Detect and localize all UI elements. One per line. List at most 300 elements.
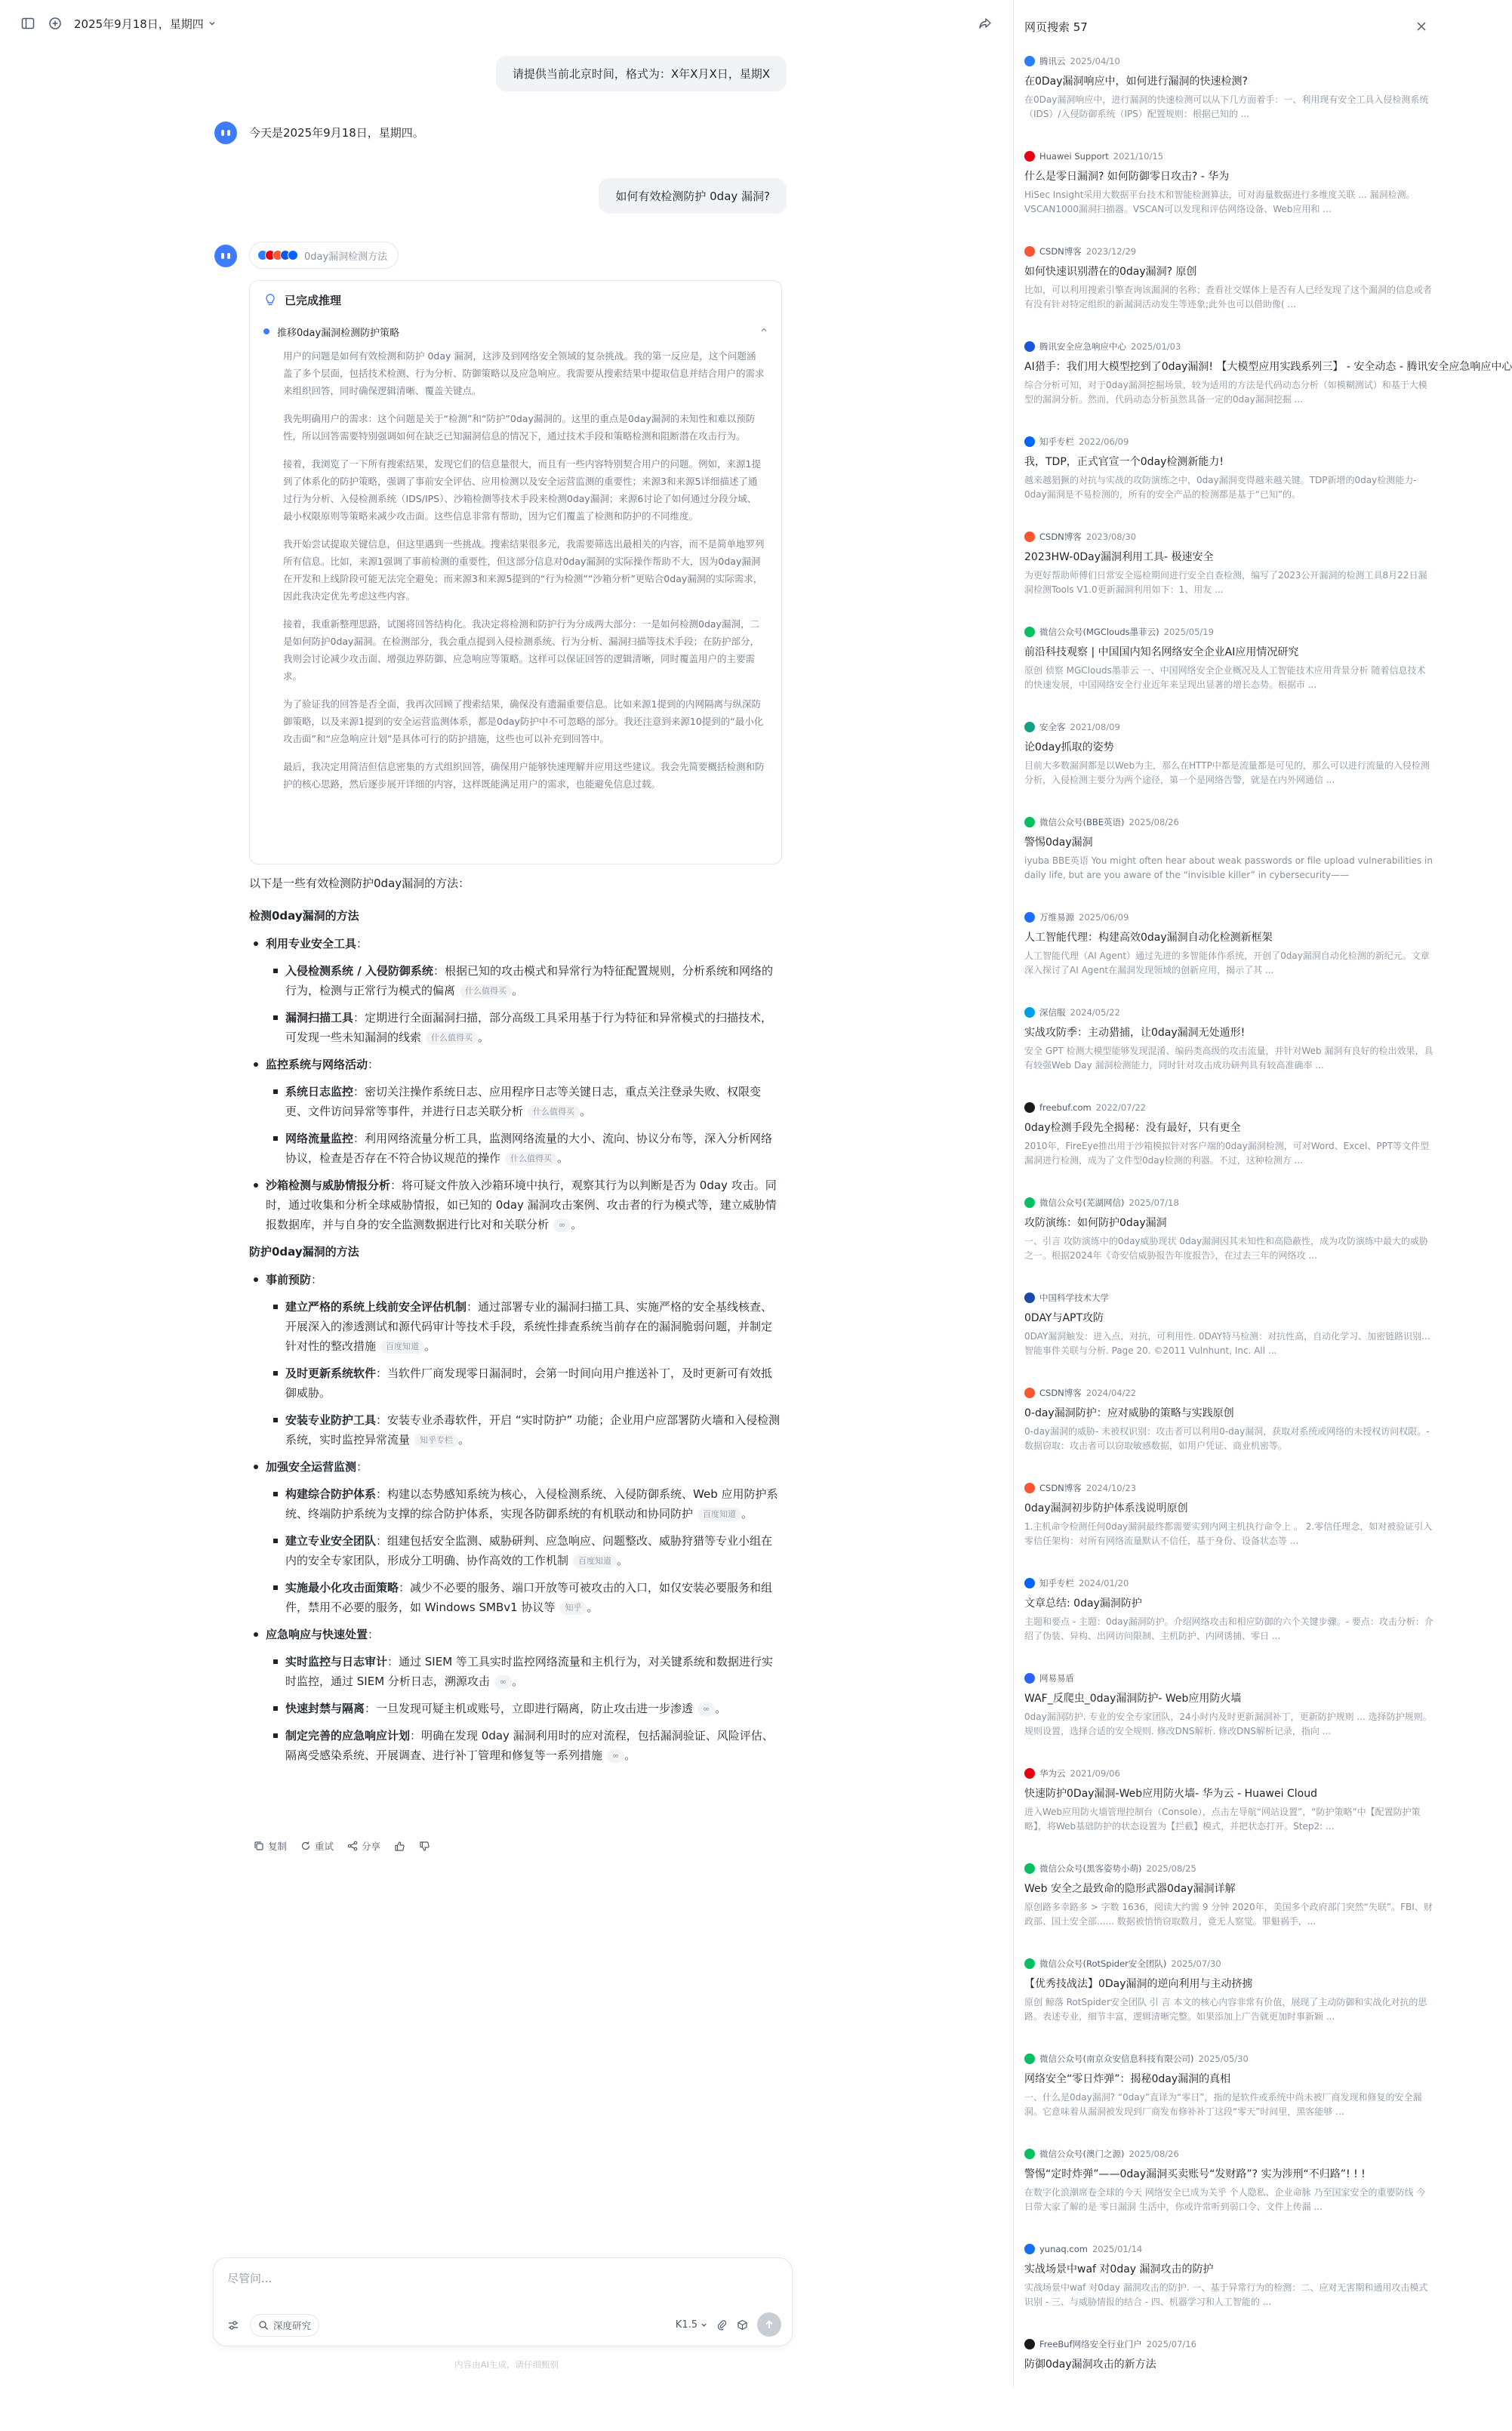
result-title[interactable]: 警惕“定时炸弹”——0day漏洞买卖账号“发财路”? 实为涉刑“不归路”! ! ! (1024, 2168, 1366, 2180)
result-snippet: 0-day漏洞的威胁- 未被权识别：攻击者可以利用0-day漏洞，获取对系统或网络的未授权访问权限。- 数据窃取：攻击者可以窃取敏感数据，如用户凭证、商业机密等。 (1024, 1426, 1430, 1451)
chevron-down-icon (701, 2322, 707, 2328)
result-snippet: 目前大多数漏洞都是以Web为主，那么在HTTP中都是流量都是可见的，那么可以进行流量的入侵检测分析，入侵检测主要分为两个途径，第一个是网络告警，就是在内外网通信 ... (1024, 760, 1430, 785)
result-source: CSDN博客 (1039, 1483, 1082, 1493)
result-title[interactable]: AI猎手：我们用大模型挖到了0day漏洞! 【大模型应用实践系列三】 - 安全动态 - 腾讯安全应急响应中心 (1024, 361, 1512, 373)
sub-list (266, 1297, 782, 1450)
arrow-up-icon (764, 2319, 774, 2330)
result-date: 2024/04/22 (1085, 1388, 1137, 1398)
input-right-tools (676, 2312, 781, 2337)
result-snippet: 为更好帮助师傅们日常安全巡检期间进行安全自查检测，编写了2023公开漏洞的检测工具8月22日漏洞检测Tools V1.0更新漏洞利用如下：1、用友 ... (1024, 570, 1427, 595)
result-meta (1024, 1480, 1434, 1496)
citation-badge[interactable]: 百度知道 (697, 1508, 741, 1521)
result-title[interactable]: 实战攻防季：主动猎捕，让0day漏洞无处遁形! (1024, 1027, 1246, 1039)
result-date: 2025/07/16 (1146, 2339, 1196, 2349)
result-snippet: 原创 侦察 MGClouds墨菲云 一、中国网络安全企业概况及人工智能技术应用背景分析 随着信息技术的快速发展，中国网络安全行业近年来呈现出显著的增长态势。根据市 ... (1024, 665, 1426, 690)
retry-label: 重试 (315, 1841, 334, 1852)
list-item: 实时监控与日志审计：通过 SIEM 等工具实时监控网络流量和主机行为，对关键系统和数据进行实时监控，通过 SIEM 分析日志，溯源攻击 ∞ 。 (266, 1652, 782, 1691)
result-meta (1024, 1004, 1434, 1021)
source-logo-icon (1024, 151, 1035, 162)
citation-badge[interactable]: ∞ (494, 1675, 512, 1689)
list-item: 入侵检测系统 / 入侵防御系统：根据已知的攻击模式和异常行为特征配置规则，分析系统和网络的行为，检测与正常行为模式的偏离 什么值得买 。 (266, 961, 782, 1000)
search-result[interactable] (1014, 433, 1449, 528)
reasoning-panel (249, 280, 782, 864)
result-title[interactable]: WAF_反爬虫_0day漏洞防护- Web应用防火墙 (1024, 1693, 1242, 1705)
source-logo-icon (1024, 1388, 1035, 1398)
ai-disclaimer: 内容由AI生成，请仔细甄别 (454, 2359, 559, 2370)
item-label: 网络流量监控 (285, 1132, 354, 1145)
result-meta (1024, 624, 1434, 640)
result-meta (1024, 433, 1434, 450)
chevron-down-icon (208, 20, 216, 27)
source-logo-icon (1024, 1768, 1035, 1779)
source-logo-icon (1024, 2339, 1035, 2349)
source-logo-icon (1024, 1863, 1035, 1874)
result-title[interactable]: 攻防演练：如何防护0day漏洞 (1024, 1217, 1167, 1229)
result-source: 微信公众号(BBE英语) (1039, 817, 1125, 827)
reasoning-paragraph: 用户的问题是如何有效检测和防护 0day 漏洞，这涉及到网络安全领域的复杂挑战。我的第一反应是，这个问题涵盖了多个层面，包括技术检测、行为分析、防御策略以及应急响应。我需要从搜索结果中提取信息并结合用户的需求来组织回答，同时确保逻辑清晰、覆盖关键点。 (283, 350, 765, 396)
list-item: 沙箱检测与威胁情报分析：将可疑文件放入沙箱环境中执行，观察其行为以判断是否为 0day 攻击。同时，通过收集和分析全球威胁情报，如已知的 0day 漏洞攻击案例、攻击者的行为模式等，建立威胁情报数据库，并与自身的安全监测数据进行比对和关联分析 ∞ 。 (249, 1175, 782, 1234)
copy-button[interactable] (254, 1839, 287, 1853)
search-result[interactable] (1014, 1955, 1449, 2050)
result-meta (1024, 1194, 1434, 1211)
result-date: 2023/12/29 (1085, 246, 1137, 257)
source-logo-icon (1024, 2054, 1035, 2064)
result-snippet: 0DAY漏洞触发：进入点，对抗，可利用性. 0DAY特马检测：对抗性高，自动化学习、加密链路识别...智能事件关联与分析. Page 20. ©2011 Vulnhunt, Inc. All ... (1024, 1331, 1430, 1356)
result-snippet: 比如，可以利用搜索引擎查询该漏洞的名称；查看社交媒体上是否有人已经发现了这个漏洞的信息或者有没有针对特定组织的新漏洞活动发生等迹象;此外也可以借助像( ... (1024, 285, 1433, 310)
item-text: ：减少不必要的服务、端口开放等可被攻击的入口，如仅安装必要服务和组件，禁用不必要的服务，如 Windows SMBv1 协议等 (285, 1581, 773, 1614)
result-title[interactable]: 论0day抓取的姿势 (1024, 741, 1114, 753)
result-meta (1024, 2146, 1434, 2162)
result-snippet: 0day漏洞防护. 专业的安全专家团队，24小时内及时更新漏洞补丁，更新防护规则 ... 选择防护规则。规则设置，选择合适的安全规则. 修改DNS解析. 修改DNS解析记录，指向 ... (1024, 1712, 1432, 1736)
retry-button[interactable] (300, 1839, 334, 1853)
reasoning-paragraph: 我开始尝试提取关键信息，但这里遇到一些挑战。搜索结果很多元，我需要筛选出最相关的内容，而不是简单地罗列所有信息。比如，来源1强调了事前检测的重要性，但这部分信息对0day漏洞的实际操作帮助不大，因为0day漏洞在开发和上线阶段可能无法完全避免；而来源3和来源5提到的“行为检测”“沙箱分析”更贴合0day漏洞的实际需求，因此我决定优先考虑这些内容。 (283, 538, 765, 602)
search-result[interactable] (1014, 1860, 1449, 1955)
result-snippet: 越来越猖獗的对抗与实战的攻防演练之中，0day漏洞变得越来越关键。TDP新增的0day检测能力- 0day漏洞是不易检测的，所有的安全产品的检测都是基于“已知”的。 (1024, 475, 1417, 500)
result-date: 2025/07/30 (1171, 1958, 1221, 1969)
result-source: 腾讯云 (1039, 56, 1066, 66)
item-text: ：一旦发现可疑主机或账号，立即进行隔离，防止攻击进一步渗透 (365, 1702, 694, 1715)
result-title[interactable]: 我，TDP，正式官宣一个0day检测新能力! (1024, 456, 1224, 468)
share-button[interactable] (347, 1839, 380, 1853)
search-result[interactable] (1014, 148, 1449, 243)
result-title[interactable]: 文章总结: 0day漏洞防护 (1024, 1598, 1142, 1610)
panel-title: 网页搜索 57 (1024, 20, 1088, 34)
result-source: 中国科学技术大学 (1039, 1293, 1109, 1303)
result-date: 2024/01/20 (1079, 1578, 1129, 1588)
detect-list (249, 934, 782, 1234)
search-result[interactable] (1014, 1099, 1449, 1194)
search-result[interactable] (1014, 2146, 1449, 2241)
item-text: ：明确在发现 0day 漏洞利用时的应对流程，包括漏洞验证、风险评估、隔离受感染系统、开展调查、进行补丁管理和修复等一系列措施 (285, 1729, 774, 1762)
settings-button[interactable] (224, 2314, 242, 2337)
result-snippet: 在0Day漏洞响应中，进行漏洞的快速检测可以从下几方面着手：一、利用现有安全工具入侵检测系统（IDS）/入侵防御系统（IPS）配置规则：根据已知的 ... (1024, 94, 1429, 119)
share-icon[interactable] (977, 15, 993, 32)
result-snippet: 安全 GPT 检测大模型能够发现混淆、编码类高级的攻击流量，并针对Web 漏洞有良好的检出效果，具有较强Web Day 漏洞检测能力，同时针对攻击成功研判具有较高准确率 ... (1024, 1046, 1433, 1071)
result-snippet: 综合分析可知，对于0day漏洞挖掘场景，较为适用的方法是代码动态分析（如模糊测试）和基于大模型的漏洞分析。然而，代码动态分析虽然具备一定的0day漏洞挖掘 ... (1024, 380, 1427, 405)
search-result[interactable] (1014, 1670, 1449, 1765)
citation-badge[interactable]: 什么值得买 (505, 1152, 557, 1166)
result-date: 2025/07/18 (1129, 1197, 1179, 1208)
result-source: 知乎专栏 (1039, 436, 1074, 447)
result-date: 2025/06/09 (1079, 912, 1129, 923)
citation-badge[interactable]: 什么值得买 (460, 984, 512, 998)
chat-input-box (213, 2257, 793, 2346)
reasoning-paragraph: 接着，我重新整理思路，试图将回答结构化。我决定将检测和防护行为分成两大部分：一是如何检测0day漏洞，二是如何防护0day漏洞。在检测部分，我会重点提到入侵检测系统、行为分析、漏洞扫描等技术手段；在防护部分，我则会讨论减少攻击面、增强边界防御、应急响应等策略。这样可以保证回答的逻辑清晰，同时覆盖用户的主要需求。 (283, 618, 759, 682)
sliders-icon (227, 2319, 239, 2331)
citation-badge[interactable]: 百度知道 (573, 1554, 617, 1568)
reasoning-step-title: 推移0day漏洞检测防护策略 (277, 327, 400, 339)
item-label: 快速封禁与隔离 (285, 1702, 365, 1715)
search-result[interactable] (1014, 1194, 1449, 1289)
item-label: 系统日志监控 (285, 1085, 354, 1098)
result-meta (1024, 1575, 1434, 1591)
result-date: 2025/05/30 (1198, 2054, 1249, 2064)
assistant-message: 今天是2025年9月18日，星期四。 (249, 126, 424, 140)
attachment-icon[interactable] (716, 2319, 728, 2331)
result-meta (1024, 2241, 1434, 2257)
result-date: 2025/08/25 (1146, 1863, 1196, 1874)
citation-badge[interactable]: 什么值得买 (528, 1105, 580, 1119)
search-result[interactable] (1014, 2241, 1449, 2336)
item-label: 利用专业安全工具 (266, 937, 357, 951)
result-date: 2023/08/30 (1085, 531, 1137, 542)
item-label: 及时更新系统软件 (285, 1366, 377, 1380)
answer-lead: 以下是一些有效检测防护0day漏洞的方法： (249, 877, 470, 890)
deep-research-label: 深度研究 (273, 2320, 312, 2331)
result-source: CSDN博客 (1039, 246, 1082, 257)
source-logo-icon (1024, 817, 1035, 827)
result-date: 2021/08/09 (1070, 722, 1120, 732)
search-result[interactable] (1014, 2336, 1449, 2431)
search-result[interactable] (1014, 1765, 1449, 1860)
result-meta (1024, 528, 1434, 545)
source-logo-icon (1024, 2149, 1035, 2159)
result-title[interactable]: 2023HW-0Day漏洞利用工具- 极速安全 (1024, 551, 1214, 563)
result-source: 微信公众号(南京众安信息科技有限公司) (1039, 2054, 1194, 2064)
search-sources-chip[interactable] (249, 242, 399, 269)
result-meta (1024, 1385, 1434, 1401)
source-logo-icon (1024, 912, 1035, 923)
share-icon (347, 1841, 358, 1851)
result-meta (1024, 719, 1434, 735)
search-result[interactable] (1014, 528, 1449, 624)
result-meta (1024, 1765, 1434, 1782)
search-result[interactable] (1014, 624, 1449, 719)
section-heading-detect: 检测0day漏洞的方法 (249, 909, 359, 923)
panel-header (1014, 0, 1449, 53)
result-snippet: 一、引言 攻防演练中的0day威胁现状 0day漏洞因其未知性和高隐蔽性，成为攻防演练中最大的威胁之一。根据2024年《奇安信威胁报告年度报告》，在过去三年的网络攻 ... (1024, 1236, 1429, 1261)
result-meta (1024, 1670, 1434, 1687)
result-title[interactable]: 如何快速识别潜在的0day漏洞? 原创 (1024, 266, 1197, 278)
result-meta (1024, 814, 1434, 830)
item-label: 漏洞扫描工具 (285, 1011, 354, 1024)
result-meta (1024, 1099, 1434, 1116)
item-label: 沙箱检测与威胁情报分析 (266, 1179, 391, 1192)
result-meta (1024, 243, 1434, 260)
result-date: 2022/06/09 (1079, 436, 1129, 447)
result-title[interactable]: 人工智能代理：构建高效0day漏洞自动化检测新框架 (1024, 932, 1273, 944)
sidebar-toggle-icon[interactable] (20, 15, 36, 32)
list-item: 应急响应与快速处置： 实时监控与日志审计：通过 SIEM 等工具实时监控网络流量和主机行为，对关键系统和数据进行实时监控，通过 SIEM 分析日志，溯源攻击 ∞ 。 快速封禁与隔离：一旦发现可疑主机或账号，立即进行隔离，防止攻击进一步渗透 ∞ 。 制定完善的应急响应计划：明确在发现 0day 漏洞利用时的应对流程，包括漏洞验证、风险评估、隔离受感染系统、开展调查、进行补丁管理和修复等一系列措施 ∞ 。 (249, 1625, 782, 1765)
reasoning-header[interactable] (250, 281, 781, 319)
assistant-avatar (214, 245, 237, 267)
result-source: 万维易源 (1039, 912, 1074, 923)
result-title[interactable]: 前沿科技观察 | 中国国内知名网络安全企业AI应用情况研究 (1024, 646, 1299, 658)
result-snippet: HiSec Insight采用大数据平台技术和智能检测算法，可对海量数据进行多维度关联 ... 漏洞检测。 VSCAN1000漏洞扫描器。VSCAN可以发现和评估网络设备、Web应用和 ... (1024, 189, 1415, 214)
list-item: 构建综合防护体系：构建以态势感知系统为核心，入侵检测系统、入侵防御系统、Web 应用防护系统、终端防护系统为支撑的综合防护体系，实现各防御系统的有机联动和协同防护 百度知道 。 (266, 1484, 782, 1524)
list-item: 利用专业安全工具： 入侵检测系统 / 入侵防御系统：根据已知的攻击模式和异常行为特征配置规则，分析系统和网络的行为，检测与正常行为模式的偏离 什么值得买 。 漏洞扫描工具：定期进行全面漏洞扫描，部分高级工具采用基于行为特征和异常模式的扫描技术，可发现一些未知漏洞的线索 什么值得买 。 (249, 934, 782, 1047)
item-label: 建立专业安全团队 (285, 1534, 377, 1548)
list-item: 快速封禁与隔离：一旦发现可疑主机或账号，立即进行隔离，防止攻击进一步渗透 ∞ 。 (266, 1699, 782, 1718)
result-snippet: 一、什么是0day漏洞? “0day”直译为“零日”，指的是软件或系统中尚未被厂商发现和修复的安全漏洞。它意味着从漏洞被发现到厂商发布修补补丁这段“零天”时间里，黑客能够 ... (1024, 2092, 1422, 2117)
search-result[interactable] (1014, 53, 1449, 148)
search-result[interactable] (1014, 719, 1449, 814)
result-snippet: 原创 鲸落 RotSpider安全团队 引 言 本文的核心内容非常有价值，展现了主动防御和实战化对抗的思路。表述专业，细节丰富，逻辑清晰完整。如果添加上广告就更加时事新颖 ... (1024, 1997, 1427, 2022)
item-label: 事前预防 (266, 1273, 312, 1286)
result-source: 腾讯安全应急响应中心 (1039, 341, 1126, 352)
result-snippet: 进入Web应用防火墙管理控制台（Console），点击左导航“网站设置”，“防护策略”中【配置防护策略】，将Web基础防护的状态设置为【拦截】模式，并把状态打开。Step2: ... (1024, 1807, 1421, 1832)
result-title[interactable]: 什么是零日漏洞? 如何防御零日攻击? - 华为 (1024, 171, 1230, 183)
list-item: 漏洞扫描工具：定期进行全面漏洞扫描，部分高级工具采用基于行为特征和异常模式的扫描技术，可发现一些未知漏洞的线索 什么值得买 。 (266, 1008, 782, 1047)
result-source: 深信服 (1039, 1007, 1066, 1018)
list-item: 系统日志监控：密切关注操作系统日志、应用程序日志等关键日志，重点关注登录失败、权限变更、文件访问异常等事件，并进行日志关联分析 什么值得买 。 (266, 1082, 782, 1121)
research-icon (258, 2320, 269, 2331)
result-source: 微信公众号(黑客姿势小萌) (1039, 1863, 1142, 1874)
result-date: 2024/10/23 (1085, 1483, 1137, 1493)
chat-input[interactable] (227, 2270, 771, 2300)
lightbulb-icon (263, 293, 277, 307)
result-source: CSDN博客 (1039, 1388, 1082, 1398)
copy-label: 复制 (268, 1841, 288, 1852)
result-source: CSDN博客 (1039, 531, 1082, 542)
list-item: 建立严格的系统上线前安全评估机制：通过部署专业的漏洞扫描工具、实施严格的安全基线核查、开展深入的渗透测试和源代码审计等技术手段，系统性排查系统当前存在的漏洞脆弱问题，并制定针对性的整改措施 百度知道 。 (266, 1297, 782, 1356)
new-chat-icon[interactable] (47, 15, 63, 32)
item-text: ：安装专业杀毒软件，开启 “实时防护” 功能；企业用户应部署防火墙和入侵检测系统，实时监控异常流量 (285, 1413, 781, 1447)
item-text: ：利用网络流量分析工具，监测网络流量的大小、流向、协议分布等，深入分析网络协议，检查是否存在不符合协议规范的操作 (285, 1132, 773, 1165)
result-source: Huawei Support (1039, 151, 1109, 162)
user-message: 如何有效检测防护 0day 漏洞? (599, 178, 787, 214)
result-meta (1024, 53, 1434, 69)
step-dot (263, 328, 269, 334)
result-date: 2022/07/22 (1095, 1102, 1146, 1113)
reasoning-paragraph: 我先明确用户的需求：这个问题是关于“检测”和“防护”0day漏洞的。这里的重点是0day漏洞的未知性和难以预防性，所以回答需要特别强调如何在缺乏已知漏洞信息的情况下，通过技术手段和策略检测和阻断潜在攻击行为。 (283, 413, 756, 442)
result-date: 2025/01/14 (1092, 2244, 1143, 2254)
citation-badge[interactable]: ∞ (697, 1702, 715, 1716)
item-label: 实时监控与日志审计 (285, 1655, 388, 1668)
result-meta (1024, 2336, 1434, 2352)
item-text: ：将可疑文件放入沙箱环境中执行，观察其行为以判断是否为 0day 攻击。同时，通过收集和分析全球威胁情报，如已知的 0day 漏洞攻击案例、攻击者的行为模式等，建立威胁情报数据库，并与自身的安全监测数据进行比对和关联分析 (266, 1179, 777, 1231)
result-snippet: 人工智能代理（AI Agent）通过先进的多智能体作系统，开创了0day漏洞自动化检测的新纪元。文章深入探讨了AI Agent在漏洞发现领域的创新应用，揭示了其 ... (1024, 951, 1430, 975)
reasoning-paragraph: 最后，我决定用简洁但信息密集的方式组织回答，确保用户能够快速理解并应用这些建议。我会先简要概括检测和防护的核心思路，然后逐步展开详细的内容，这样既能满足用户的需求，也能避免信息过载。 (283, 761, 765, 790)
citation-badge[interactable]: 知乎 (559, 1601, 587, 1615)
result-meta (1024, 1289, 1434, 1306)
thumbs-up-icon[interactable] (394, 1841, 405, 1852)
result-title[interactable]: 0day漏洞初步防护体系浅说明原创 (1024, 1502, 1188, 1514)
result-source: 微信公众号(MGClouds墨菲云) (1039, 627, 1159, 637)
sub-list (266, 961, 782, 1047)
result-date: 2025/08/26 (1129, 817, 1179, 827)
item-label: 构建综合防护体系 (285, 1487, 377, 1501)
item-label: 建立严格的系统上线前安全评估机制 (285, 1300, 467, 1314)
result-meta (1024, 338, 1434, 355)
search-result[interactable] (1014, 1289, 1449, 1385)
source-logo-icon (1024, 1958, 1035, 1969)
item-text: ：通过部署专业的漏洞扫描工具、实施严格的安全基线核查、开展深入的渗透测试和源代码审计等技术手段，系统性排查系统当前存在的漏洞脆弱问题，并制定针对性的整改措施 (285, 1300, 773, 1353)
source-logo-icon (1024, 56, 1035, 66)
result-list (1014, 53, 1512, 2431)
result-snippet: 1.主机命令检测任何0day漏洞最终都需要实到内网主机执行命令上 。 2.零信任理念，如对被验证引入零信任架构：对所有网络流量默认不信任，基于身份、设备状态等 ... (1024, 1521, 1433, 1546)
list-item: 建立专业安全团队：组建包括安全监测、威胁研判、应急响应、问题整改、威胁狩猎等专业小组在内的安全专家团队，形成分工明确、协作高效的工作机制 百度知道 。 (266, 1531, 782, 1570)
source-logo-icon (1024, 627, 1035, 637)
source-logo-icon (1024, 436, 1035, 447)
source-logo-icon (1024, 722, 1035, 732)
user-message: 请提供当前北京时间，格式为：X年X月X日，星期X (496, 56, 787, 91)
source-logo-icon (1024, 341, 1035, 352)
result-title[interactable]: 快速防护0Day漏洞-Web应用防火墙- 华为云 - Huawei Cloud (1024, 1788, 1317, 1800)
list-item: 监控系统与网络活动： 系统日志监控：密切关注操作系统日志、应用程序日志等关键日志，重点关注登录失败、权限变更、文件访问异常等事件，并进行日志关联分析 什么值得买 。 网络流量监控：利用网络流量分析工具，监测网络流量的大小、流向、协议分布等，深入分析网络协议，检查是否存在不符合协议规范的操作 什么值得买 。 (249, 1055, 782, 1168)
result-meta (1024, 1955, 1434, 1972)
reasoning-paragraph: 为了验证我的回答是否全面，我再次回顾了搜索结果，确保没有遗漏重要信息。比如来源1提到的内网隔离与纵深防御策略，以及来源1提到的安全运营监测体系，都是0day防护中不可忽略的部分。我还注意到来源10提到的“最小化攻击面”和“应急响应计划”是具体可行的防护措施，这些也可以补充到回答中。 (283, 698, 764, 744)
search-result[interactable] (1014, 1480, 1449, 1575)
search-result[interactable] (1014, 338, 1512, 433)
model-name: K1.5 (675, 2319, 697, 2331)
result-meta (1024, 148, 1434, 165)
sub-list (266, 1082, 782, 1168)
result-snippet (1024, 2376, 1434, 2405)
result-source: 网易易盾 (1039, 1673, 1074, 1684)
reasoning-paragraph: 接着，我浏览了一下所有搜索结果，发现它们的信息量很大，而且有一些内容特别契合用户的问题。例如，来源1提到了体系化的防护策略，强调了事前安全评估、应用检测以及安全运营监测的重要性；来源3和来源5详细描述了通过行为分析、入侵检测系统（IDS/IPS）、沙箱检测等技术手段来检测0day漏洞；来源6讨论了如何通过分段分域、最小权限原则等策略来减少攻击面。这些信息非常有帮助，因为它们覆盖了检测和防护的不同维度。 (283, 458, 761, 522)
result-source: 微信公众号(RotSpider安全团队) (1039, 1958, 1167, 1969)
item-text: ：密切关注操作系统日志、应用程序日志等关键日志，重点关注登录失败、权限变更、文件访问异常等事件，并进行日志关联分析 (285, 1085, 762, 1118)
citation-badge[interactable]: ∞ (553, 1219, 571, 1232)
list-item: 制定完善的应急响应计划：明确在发现 0day 漏洞利用时的应对流程，包括漏洞验证、风险评估、隔离受感染系统、开展调查、进行补丁管理和修复等一系列措施 ∞ 。 (266, 1726, 782, 1765)
message-actions (254, 1839, 430, 1853)
source-logo-icon (1024, 1673, 1035, 1684)
result-date: 2024/05/22 (1070, 1007, 1120, 1018)
citation-badge[interactable]: 什么值得买 (426, 1031, 478, 1045)
assistant-answer (249, 874, 782, 1774)
reasoning-step[interactable] (250, 319, 781, 344)
source-logo-icon (1024, 1007, 1035, 1018)
result-date: 2025/05/19 (1163, 627, 1214, 637)
result-source: 微信公众号(澳门之源) (1039, 2149, 1125, 2159)
result-title[interactable]: Web 安全之最致命的隐形武器0day漏洞详解 (1024, 1883, 1236, 1895)
source-logos (257, 250, 298, 260)
result-title[interactable]: 0DAY与APT攻防 (1024, 1312, 1104, 1324)
result-title[interactable]: 警惕0day漏洞 (1024, 837, 1093, 849)
source-logo-icon (1024, 1102, 1035, 1113)
source-logo-icon (1024, 246, 1035, 257)
cube-icon[interactable] (737, 2319, 748, 2331)
result-source: 微信公众号(芜湖网信) (1039, 1197, 1125, 1208)
result-title[interactable]: 网络安全“零日炸弹”：揭秘0day漏洞的真相 (1024, 2073, 1231, 2085)
result-meta (1024, 909, 1434, 926)
item-label: 安装专业防护工具 (285, 1413, 377, 1427)
model-selector[interactable] (676, 2319, 707, 2331)
list-item: 实施最小化攻击面策略：减少不必要的服务、端口开放等可被攻击的入口，如仅安装必要服务和组件，禁用不必要的服务，如 Windows SMBv1 协议等 知乎 。 (266, 1578, 782, 1617)
top-bar (0, 0, 1013, 47)
citation-badge[interactable]: 百度知道 (380, 1340, 424, 1354)
search-result[interactable] (1014, 1004, 1449, 1099)
reasoning-status: 已完成推理 (285, 293, 342, 307)
search-results-panel (1013, 0, 1512, 2387)
list-item: 事前预防： 建立严格的系统上线前安全评估机制：通过部署专业的漏洞扫描工具、实施严格的安全基线核查、开展深入的渗透测试和源代码审计等技术手段，系统性排查系统当前存在的漏洞脆弱问题，并制定针对性的整改措施 百度知道 。 及时更新系统软件：当软件厂商发现零日漏洞时，会第一时间向用户推送补丁，及时更新可有效抵御威胁。 安装专业防护工具：安装专业杀毒软件，开启 “实时防护” 功能；企业用户应部署防火墙和入侵检测系统，实时监控异常流量 知乎专栏 。 (249, 1270, 782, 1450)
result-source: 安全客 (1039, 722, 1066, 732)
result-date: 2025/08/26 (1129, 2149, 1179, 2159)
sub-list (266, 1484, 782, 1617)
copy-icon (254, 1841, 264, 1851)
result-snippet: 主题和要点 - 主题：0day漏洞防护。介绍网络攻击和相应防御的六个关键步骤。- 要点：攻击分析：介绍了伪装、异构、出网访问限制、主机防护、内网诱捕、零日 ... (1024, 1616, 1433, 1641)
result-title[interactable]: 0day检测手段先全揭秘：没有最好，只有更全 (1024, 1122, 1241, 1134)
reasoning-body (250, 344, 781, 793)
item-label: 实施最小化攻击面策略 (285, 1581, 399, 1594)
result-source: 华为云 (1039, 1768, 1066, 1779)
list-item: 加强安全运营监测： 构建综合防护体系：构建以态势感知系统为核心，入侵检测系统、入侵防御系统、Web 应用防护系统、终端防护系统为支撑的综合防护体系，实现各防御系统的有机联动和协同防护 百度知道 。 建立专业安全团队：组建包括安全监测、威胁研判、应急响应、问题整改、威胁狩猎等专业小组在内的安全专家团队，形成分工明确、协作高效的工作机制 百度知道 。 实施最小化攻击面策略：减少不必要的服务、端口开放等可被攻击的入口，如仅安装必要服务和组件，禁用不必要的服务，如 Windows SMBv1 协议等 知乎 。 (249, 1457, 782, 1617)
item-text: ：定期进行全面漏洞扫描，部分高级工具采用基于行为特征和异常模式的扫描技术，可发现一些未知漏洞的线索 (285, 1011, 773, 1044)
item-text: ：根据已知的攻击模式和异常行为特征配置规则，分析系统和网络的行为，检测与正常行为模式的偏离 (285, 964, 773, 997)
thumbs-down-icon[interactable] (419, 1841, 430, 1852)
citation-badge[interactable]: ∞ (607, 1749, 624, 1763)
item-text: ：当软件厂商发现零日漏洞时，会第一时间向用户推送补丁，及时更新可有效抵御威胁。 (285, 1366, 773, 1400)
list-item: 网络流量监控：利用网络流量分析工具，监测网络流量的大小、流向、协议分布等，深入分析网络协议，检查是否存在不符合协议规范的操作 什么值得买 。 (266, 1129, 782, 1168)
result-title[interactable]: 实战场景中waf 对0day 漏洞攻击的防护 (1024, 2263, 1214, 2275)
sub-list (266, 1652, 782, 1765)
input-tools (224, 2314, 319, 2337)
result-snippet: iyuba BBE英语 You might often hear about weak passwords or file upload vulnerabilities in daily life, but are you aware of the “invisible killer” in cybersecurity—— (1024, 855, 1433, 880)
search-result[interactable] (1014, 814, 1449, 909)
result-title[interactable]: 防御0day漏洞攻击的新方法 (1024, 2359, 1156, 2371)
share-label: 分享 (362, 1841, 381, 1852)
result-snippet: 原创路多幸路多 > 字数 1636，阅读大约需 9 分钟 2020年，美国多个政府部门突然“失联”。FBI、财政部、国土安全部...... 数据被悄悄窃取数月，竟无人察觉。罪魁祸手，... (1024, 1902, 1433, 1927)
deep-research-button[interactable] (250, 2314, 319, 2337)
item-label: 制定完善的应急响应计划 (285, 1729, 411, 1742)
result-source: yunaq.com (1039, 2244, 1088, 2254)
source-logo-icon (1024, 1483, 1035, 1493)
assistant-avatar (214, 122, 237, 144)
result-meta (1024, 1860, 1434, 1877)
source-logo-icon (1024, 1578, 1035, 1588)
result-source: FreeBuf网络安全行业门户 (1039, 2339, 1142, 2349)
source-logo-icon (1024, 1293, 1035, 1303)
item-label: 监控系统与网络活动 (266, 1058, 368, 1071)
list-item: 安装专业防护工具：安装专业杀毒软件，开启 “实时防护” 功能；企业用户应部署防火墙和入侵检测系统，实时监控异常流量 知乎专栏 。 (266, 1410, 782, 1450)
result-date: 2025/01/03 (1131, 341, 1181, 352)
chat-title-text: 2025年9月18日，星期四 (74, 17, 204, 31)
item-text: ：构建以态势感知系统为核心，入侵检测系统、入侵防御系统、Web 应用防护系统、终端防护系统为支撑的综合防护体系，实现各防御系统的有机联动和协同防护 (285, 1487, 778, 1521)
citation-badge[interactable]: 知乎专栏 (414, 1434, 458, 1447)
search-result[interactable] (1014, 1575, 1449, 1670)
result-meta (1024, 2050, 1434, 2067)
result-title[interactable]: 0-day漏洞防护：应对威胁的策略与实践原创 (1024, 1407, 1234, 1419)
result-title[interactable]: 【优秀技战法】0Day漏洞的逆向利用与主动挤掳 (1024, 1978, 1253, 1990)
send-button[interactable] (757, 2312, 781, 2337)
result-snippet: 在数字化浪潮席卷全球的今天 网络安全已成为关乎 个人隐私、企业命脉 乃至国家安全的重要防线 今日带大家了解的是 零日漏洞 生活中，你或许常听到弱口令、文件上传漏 ... (1024, 2187, 1426, 2212)
search-result[interactable] (1014, 1385, 1449, 1480)
close-icon[interactable] (1413, 18, 1430, 35)
source-logo-icon (1024, 531, 1035, 542)
search-result[interactable] (1014, 243, 1449, 338)
search-sources-label: 0day漏洞检测方法 (304, 251, 388, 263)
search-result[interactable] (1014, 2050, 1449, 2146)
source-logo-icon (1024, 1197, 1035, 1208)
item-label: 应急响应与快速处置 (266, 1628, 368, 1641)
result-title[interactable]: 在0Day漏洞响应中，如何进行漏洞的快速检测? (1024, 75, 1248, 88)
chevron-up-icon[interactable] (760, 325, 768, 336)
search-result[interactable] (1014, 909, 1449, 1004)
result-date: 2021/09/06 (1070, 1768, 1120, 1779)
item-label: 入侵检测系统 / 入侵防御系统 (285, 964, 433, 978)
chat-title[interactable] (74, 16, 216, 32)
